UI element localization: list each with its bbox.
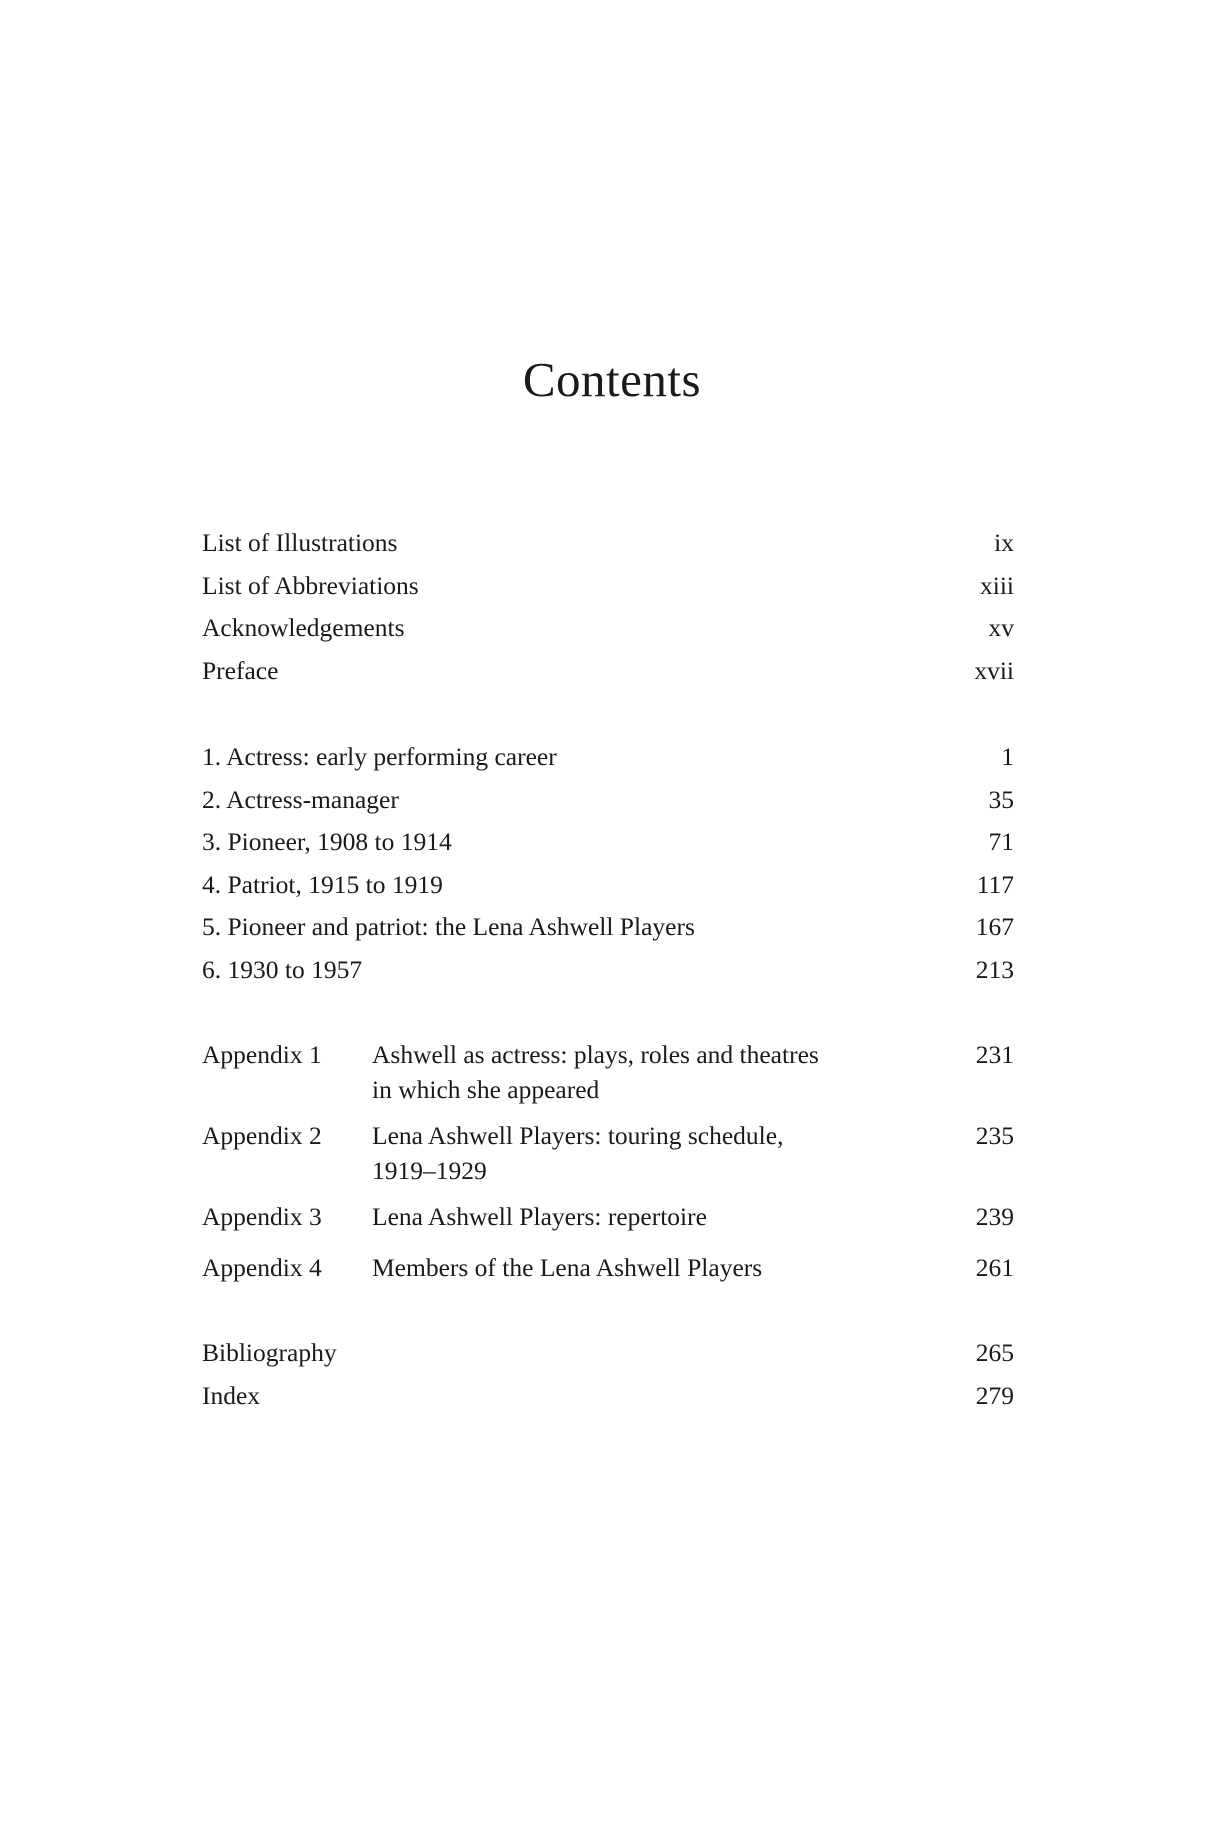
toc-entry-page: 261 bbox=[975, 1252, 1014, 1282]
toc-entry-label: Acknowledgements bbox=[202, 613, 405, 642]
page-title: Contents bbox=[522, 352, 702, 407]
toc-front-matter bbox=[202, 522, 1014, 692]
toc-entry-page: xv bbox=[988, 613, 1014, 642]
toc-entry-label: Bibliography bbox=[202, 1338, 337, 1367]
toc-entry bbox=[202, 607, 1014, 650]
toc-chapter-entry bbox=[202, 949, 1014, 992]
toc-appendix-entry bbox=[202, 1247, 1014, 1290]
toc-entry-page: 167 bbox=[975, 912, 1014, 941]
toc-chapter-entry bbox=[202, 864, 1014, 907]
toc-entry bbox=[202, 650, 1014, 693]
toc-entry-label: 3. Pioneer, 1908 to 1914 bbox=[202, 827, 452, 856]
toc-entry-label: Index bbox=[202, 1380, 261, 1410]
toc-entry-page: 35 bbox=[988, 784, 1014, 814]
toc-entry-page: 265 bbox=[975, 1338, 1014, 1367]
toc-entry-label: List of Illustrations bbox=[202, 528, 398, 557]
toc-entry bbox=[202, 1332, 1014, 1375]
toc-chapter-entry bbox=[202, 736, 1014, 779]
toc-chapter-entry bbox=[202, 821, 1014, 864]
appendix-title: Members of the Lena Ashwell Players bbox=[372, 1252, 763, 1282]
appendix-title-line: Ashwell as actress: plays, roles and theatres bbox=[372, 1040, 819, 1069]
appendix-title bbox=[372, 1115, 924, 1188]
toc-entry-label: 5. Pioneer and patriot: the Lena Ashwell Players bbox=[202, 912, 695, 941]
toc-entry-page: xiii bbox=[979, 570, 1014, 600]
toc-entry-label: Preface bbox=[202, 655, 279, 685]
appendix-label: Appendix 3 bbox=[202, 1202, 322, 1231]
appendix-title-line: 1919–1929 bbox=[372, 1156, 487, 1185]
toc-chapters bbox=[202, 736, 1014, 991]
toc-appendix-entry bbox=[202, 1196, 1014, 1239]
toc-chapter-entry bbox=[202, 779, 1014, 822]
toc-entry-page: 213 bbox=[975, 954, 1014, 984]
toc-entry bbox=[202, 565, 1014, 608]
appendix-label: Appendix 1 bbox=[202, 1040, 322, 1069]
toc-entry bbox=[202, 1375, 1014, 1418]
appendix-label: Appendix 2 bbox=[202, 1121, 322, 1150]
appendix-title bbox=[372, 1034, 924, 1107]
toc-back-matter bbox=[202, 1332, 1014, 1417]
toc-entry-page: 279 bbox=[975, 1380, 1014, 1410]
toc-entry-page: 1 bbox=[1001, 742, 1014, 771]
toc-appendix-entry bbox=[202, 1115, 1014, 1188]
toc-appendices bbox=[202, 1034, 1014, 1297]
toc-entry-label: List of Abbreviations bbox=[202, 570, 419, 600]
toc-entry-page: 235 bbox=[975, 1121, 1014, 1150]
appendix-title: Lena Ashwell Players: repertoire bbox=[372, 1202, 707, 1231]
toc-entry-label: 4. Patriot, 1915 to 1919 bbox=[202, 869, 443, 899]
toc-entry-page: ix bbox=[994, 528, 1014, 557]
toc-entry-label: 6. 1930 to 1957 bbox=[202, 954, 363, 984]
toc-entry bbox=[202, 522, 1014, 565]
appendix-label: Appendix 4 bbox=[202, 1252, 322, 1282]
toc-entry-label: 2. Actress-manager bbox=[202, 784, 399, 814]
toc-entry-page: xvii bbox=[974, 655, 1014, 685]
toc-appendix-entry bbox=[202, 1034, 1014, 1107]
toc-entry-page: 239 bbox=[975, 1202, 1014, 1231]
toc-entry-page: 117 bbox=[976, 869, 1014, 899]
appendix-title-line: in which she appeared bbox=[372, 1075, 600, 1104]
toc-entry-page: 231 bbox=[975, 1040, 1014, 1069]
appendix-title-line: Lena Ashwell Players: touring schedule, bbox=[372, 1121, 784, 1150]
toc-chapter-entry bbox=[202, 906, 1014, 949]
toc-entry-label: 1. Actress: early performing career bbox=[202, 742, 557, 771]
toc-entry-page: 71 bbox=[988, 827, 1014, 856]
